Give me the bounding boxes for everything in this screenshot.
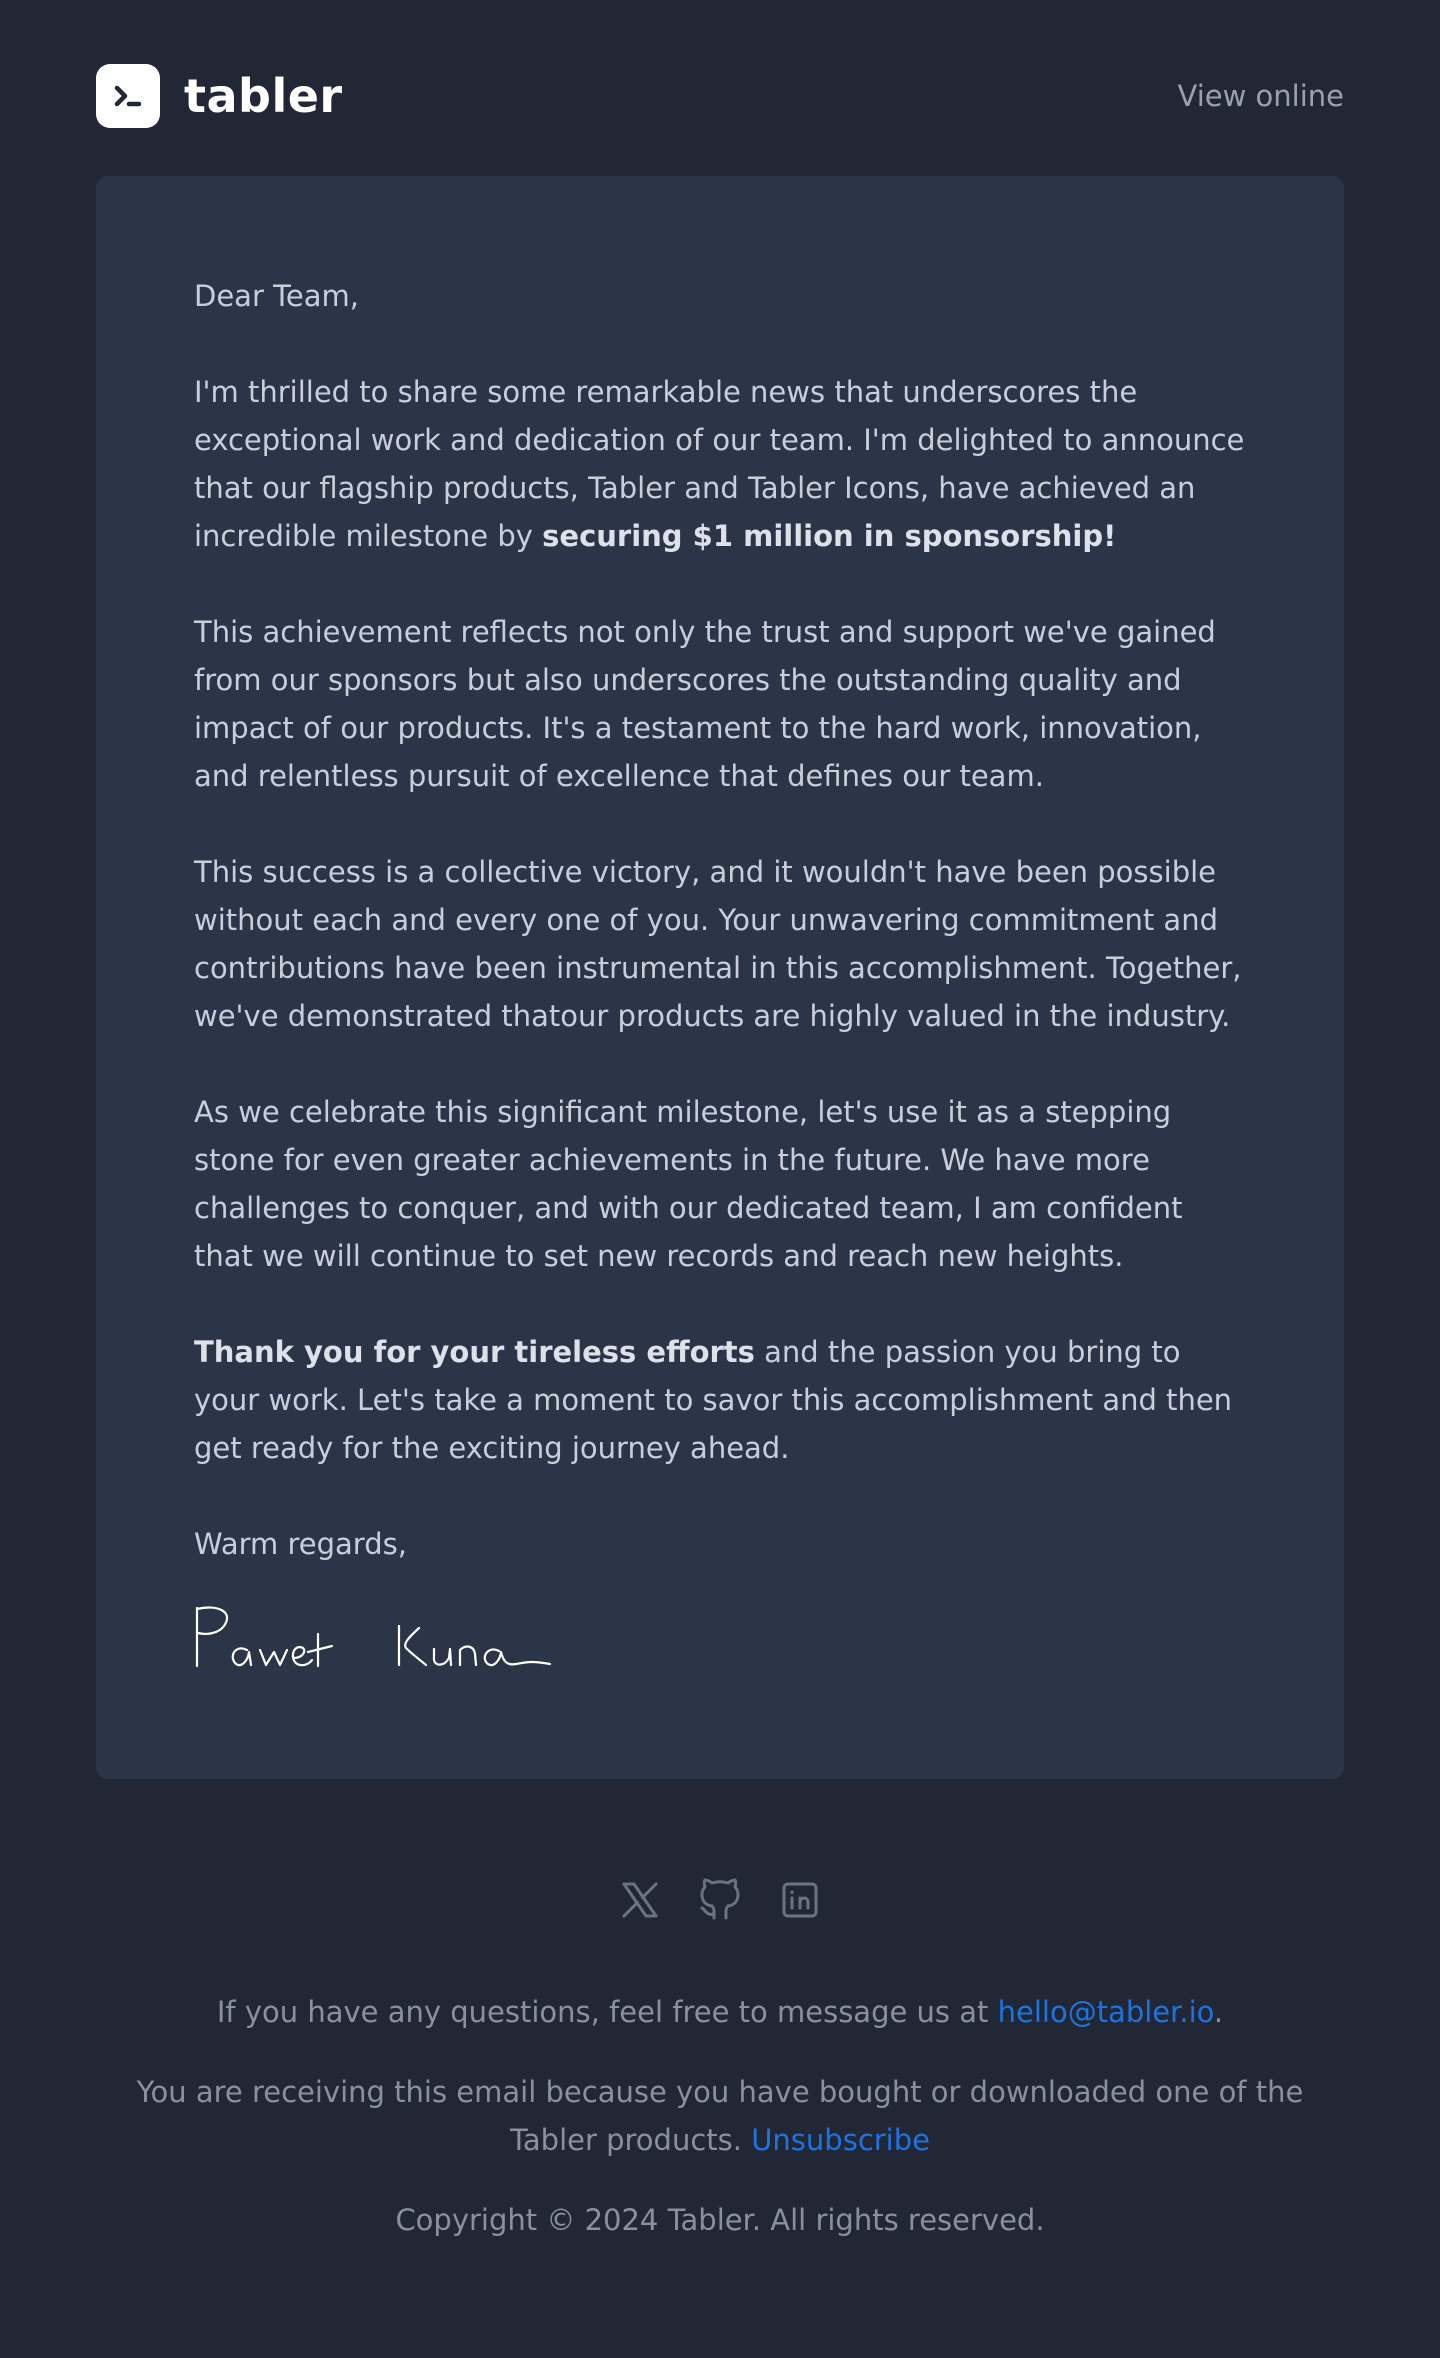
x-twitter-link[interactable]	[616, 1876, 664, 1924]
github-link[interactable]	[696, 1876, 744, 1924]
footer-questions	[96, 1988, 1344, 2036]
signature-image	[194, 1600, 554, 1680]
paragraph-success: This success is a collective victory, and it wouldn't have been possible without each and every one of you. Your unwavering commitment and contributions have been instrumental in this accomplishment. Together, we've demonstrated thatour products are highly valued in the industry.	[194, 855, 1242, 1033]
view-online-link[interactable]: View online	[1177, 79, 1344, 113]
linkedin-link[interactable]	[776, 1876, 824, 1924]
paragraph-announcement-text: I'm thrilled to share some remarkable news that underscores the exceptional work and dedication of our team. I'm delighted to announce that our flagship products, Tabler and Tabler Icons, have achieved an incredible milestone by	[194, 375, 1245, 553]
paragraph-announcement-bold: securing $1 million in sponsorship!	[542, 519, 1117, 553]
brand-logo-link[interactable]	[96, 64, 343, 128]
paragraph-thanks	[194, 1328, 1248, 1472]
email-card	[96, 176, 1344, 1779]
greeting: Dear Team,	[194, 279, 359, 313]
brand-name: tabler	[184, 69, 343, 123]
footer-questions-end: .	[1213, 1995, 1224, 2029]
paragraph-future: As we celebrate this significant milestone, let's use it as a stepping stone for even greater achievements in the future. We have more challenges to conquer, and with our dedicated team, I am confident that we will continue to set new records and reach new heights.	[194, 1095, 1183, 1273]
x-twitter-icon	[616, 1876, 664, 1924]
github-icon	[696, 1876, 744, 1924]
terminal-prompt-icon	[96, 64, 160, 128]
paragraph-thanks-text: and the passion you bring to your work. Let's take a moment to savor this accomplishment and then get ready for the exciting journey ahead.	[194, 1335, 1233, 1465]
linkedin-icon	[776, 1876, 824, 1924]
social-links	[96, 1876, 1344, 1924]
paragraph-thanks-bold: Thank you for your tireless efforts	[194, 1335, 755, 1369]
unsubscribe-link[interactable]: Unsubscribe	[751, 2123, 930, 2157]
closing: Warm regards,	[194, 1527, 407, 1561]
footer-questions-text: If you have any questions, feel free to message us at	[216, 1995, 998, 2029]
footer-receiving-text: You are receiving this email because you have bought or downloaded one of the Tabler products.	[136, 2075, 1304, 2157]
letter-body	[194, 272, 1248, 1680]
paragraph-achievement: This achievement reflects not only the trust and support we've gained from our sponsors but also underscores the outstanding quality and impact of our products. It's a testament to the hard work, innovation, and relentless pursuit of excellence that defines our team.	[194, 615, 1216, 793]
paragraph-announcement	[194, 368, 1248, 560]
footer-receiving	[96, 2068, 1344, 2164]
footer-copyright: Copyright © 2024 Tabler. All rights reserved.	[395, 2203, 1045, 2237]
contact-email-link[interactable]: hello@tabler.io	[997, 1995, 1214, 2029]
email-header	[96, 64, 1344, 128]
